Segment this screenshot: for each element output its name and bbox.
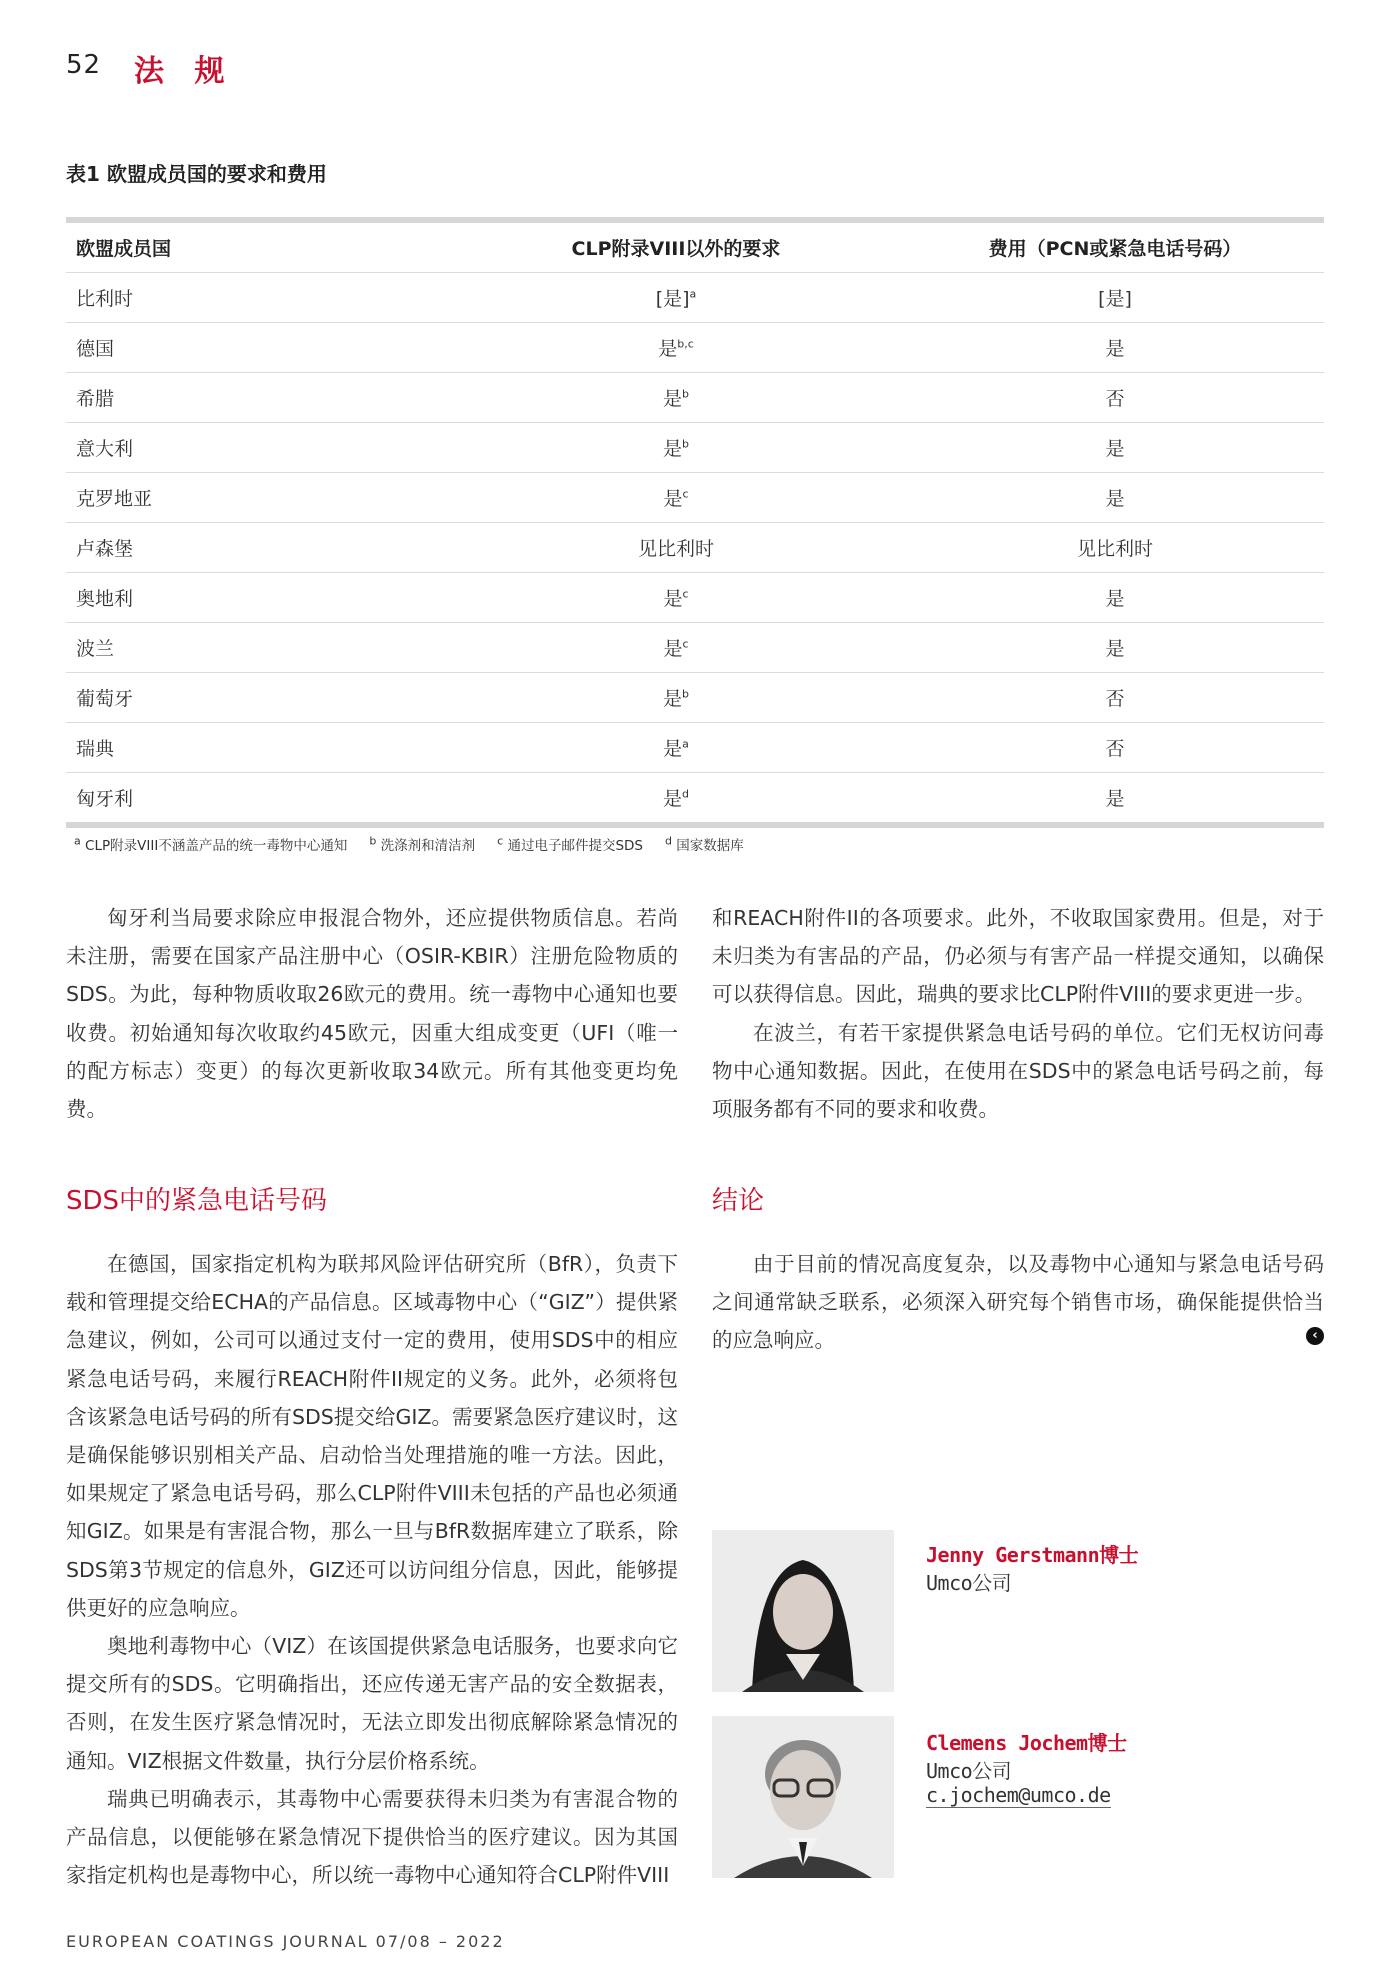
cell-fee: 是	[906, 573, 1324, 623]
author-email-link[interactable]: c.jochem@umco.de	[926, 1783, 1111, 1807]
cell-country: 意大利	[66, 423, 446, 473]
paragraph-sweden-continued: 和REACH附件II的各项要求。此外，不收取国家费用。但是，对于未归类为有害品的产品，仍必须与有害产品一样提交通知，以确保可以获得信息。因此，瑞典的要求比CLP附件VIII的要求更进一步。	[712, 906, 1324, 1007]
column-header-fee: 费用（PCN或紧急电话号码）	[906, 220, 1324, 273]
heading-emergency-phone: SDS中的紧急电话号码	[66, 1186, 328, 1216]
cell-requirement: [是]$^a$	[446, 273, 906, 323]
paragraph-austria: 奥地利毒物中心（VIZ）在该国提供紧急电话服务，也要求向它提交所有的SDS。它明确指出，还应传递无害产品的安全数据表，否则，在发生医疗紧急情况时，无法立即发出彻底解除紧急情况的通知。VIZ根据文件数量，执行分层价格系统。	[66, 1634, 678, 1773]
table-caption: 表1 欧盟成员国的要求和费用	[66, 162, 327, 186]
author-photo	[712, 1530, 894, 1692]
table-row	[66, 523, 1324, 573]
paragraph-conclusion: 由于目前的情况高度复杂，以及毒物中心通知与紧急电话号码之间通常缺乏联系，必须深入研究每个销售市场，确保能提供恰当的应急响应。	[712, 1252, 1324, 1353]
table-row	[66, 573, 1324, 623]
cell-country: 卢森堡	[66, 523, 446, 573]
cell-fee: 是	[906, 423, 1324, 473]
table-row	[66, 773, 1324, 826]
cell-country: 比利时	[66, 273, 446, 323]
column-header-requirements: CLP附录VIII以外的要求	[446, 220, 906, 273]
footnote: $^b$ 洗涤剂和清洁剂	[369, 834, 476, 854]
table-row	[66, 473, 1324, 523]
author-company: Umco公司	[926, 1571, 1012, 1595]
cell-requirement: 是$^c$	[446, 573, 906, 623]
requirements-table	[66, 217, 1324, 828]
cell-fee: 是	[1105, 788, 1125, 810]
author-photo	[712, 1716, 894, 1878]
chevron-left-circle-icon: ‹	[1306, 1327, 1324, 1345]
author-name: Clemens Jochem博士	[926, 1731, 1127, 1755]
cell-country: 匈牙利	[76, 788, 134, 810]
table-row	[66, 423, 1324, 473]
cell-fee: 否	[906, 723, 1324, 773]
table-row	[66, 273, 1324, 323]
author-company: Umco公司	[926, 1759, 1012, 1783]
table-row	[66, 723, 1324, 773]
table-row	[66, 373, 1324, 423]
column-header-country: 欧盟成员国	[66, 220, 446, 273]
paragraph-hungary: 匈牙利当局要求除应申报混合物外，还应提供物质信息。若尚未注册，需要在国家产品注册中心（OSIR-KBIR）注册危险物质的SDS。为此，每种物质收取26欧元的费用。统一毒物中心通知也要收费。初始通知每次收取约45欧元，因重大组成变更（UFI（唯一的配方标志）变更）的每次更新收取34欧元。所有其他变更均免费。	[66, 906, 678, 1122]
body-column-left-bottom	[66, 1245, 678, 1894]
footnote: $^c$ 通过电子邮件提交SDS	[497, 834, 644, 854]
paragraph-germany: 在德国，国家指定机构为联邦风险评估研究所（BfR），负责下载和管理提交给ECHA的产品信息。区域毒物中心（“GIZ”）提供紧急建议，例如，公司可以通过支付一定的费用，使用SDS中的相应紧急电话号码，来履行REACH附件II规定的义务。此外，必须将包含该紧急电话号码的所有SDS提交给GIZ。需要紧急医疗建议时，这是确保能够识别相关产品、启动恰当处理措施的唯一方法。因此，如果规定了紧急电话号码，那么CLP附件VIII未包括的产品也必须通知GIZ。如果是有害混合物，那么一旦与BfR数据库建立了联系，除SDS第3节规定的信息外，GIZ还可以访问组分信息，因此，能够提供更好的应急响应。	[66, 1252, 678, 1620]
cell-requirement: 是$^c$	[446, 473, 906, 523]
body-column-right-bottom	[712, 1245, 1324, 1360]
section-title: 法 规	[134, 54, 235, 89]
cell-country: 克罗地亚	[66, 473, 446, 523]
footnote: $^a$ CLP附录VIII不涵盖产品的统一毒物中心通知	[74, 834, 348, 854]
cell-requirement: 是$^{b,c}$	[446, 323, 906, 373]
cell-fee: [是]	[906, 273, 1324, 323]
body-column-right-top	[712, 899, 1324, 1128]
cell-requirement: 是$^b$	[446, 373, 906, 423]
cell-country: 葡萄牙	[66, 673, 446, 723]
cell-country: 奥地利	[66, 573, 446, 623]
paragraph-poland: 在波兰，有若干家提供紧急电话号码的单位。它们无权访问毒物中心通知数据。因此，在使用在SDS中的紧急电话号码之前，每项服务都有不同的要求和收费。	[712, 1020, 1324, 1122]
cell-country: 瑞典	[66, 723, 446, 773]
cell-requirement: 是$^c$	[446, 623, 906, 673]
cell-fee: 否	[906, 673, 1324, 723]
journal-footer: EUROPEAN COATINGS JOURNAL 07/08 – 2022	[66, 1932, 505, 1951]
cell-fee: 见比利时	[906, 523, 1324, 573]
cell-fee: 是	[906, 623, 1324, 673]
table-row	[66, 623, 1324, 673]
body-column-left-top	[66, 899, 678, 1128]
cell-fee: 是	[906, 473, 1324, 523]
cell-country: 德国	[66, 323, 446, 373]
paragraph-sweden: 瑞典已明确表示，其毒物中心需要获得未归类为有害混合物的产品信息，以便能够在紧急情况下提供恰当的医疗建议。因为其国家指定机构也是毒物中心，所以统一毒物中心通知符合CLP附件VIII	[66, 1786, 678, 1888]
table-header-row	[66, 220, 1324, 273]
cell-requirement: 见比利时	[446, 523, 906, 573]
cell-fee: 否	[906, 373, 1324, 423]
cell-fee: 是	[906, 323, 1324, 373]
author-name: Jenny Gerstmann博士	[926, 1543, 1139, 1567]
table-row	[66, 673, 1324, 723]
footnote: $^d$ 国家数据库	[665, 834, 744, 854]
cell-requirement: 是$^b$	[446, 673, 906, 723]
page-number: 52	[66, 50, 102, 80]
table-row	[66, 323, 1324, 373]
cell-requirement: 是$^a$	[446, 723, 906, 773]
cell-requirement: 是$^d$	[663, 787, 689, 810]
heading-conclusion: 结论	[712, 1186, 765, 1216]
cell-requirement: 是$^b$	[446, 423, 906, 473]
table-footnotes	[74, 834, 744, 854]
cell-country: 波兰	[66, 623, 446, 673]
cell-country: 希腊	[66, 373, 446, 423]
